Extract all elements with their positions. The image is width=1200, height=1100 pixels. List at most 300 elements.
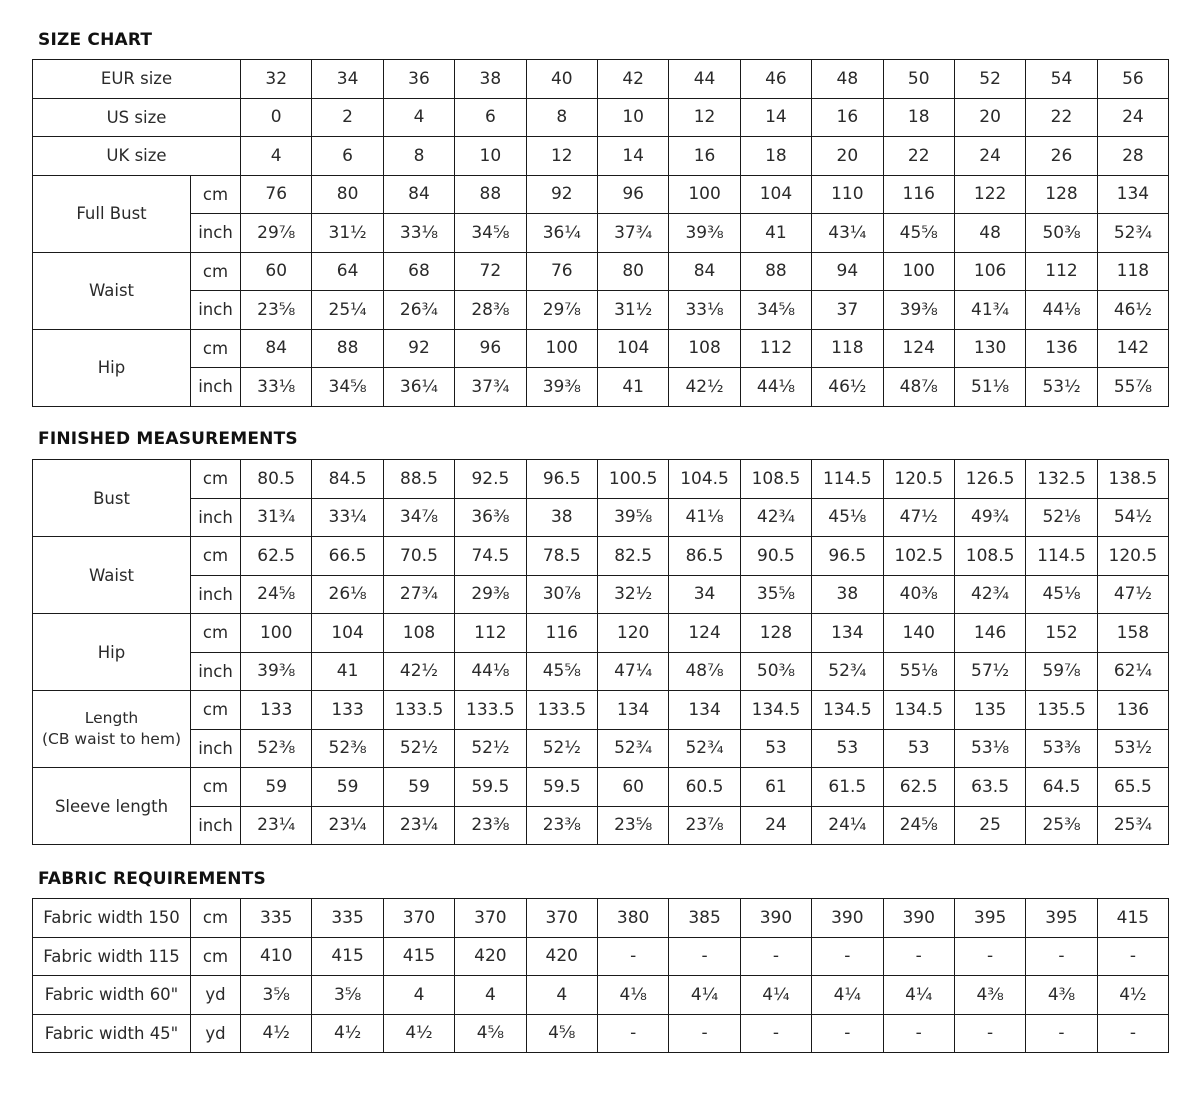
value-cell: 128 [740,614,811,653]
value-cell: - [1097,937,1168,976]
fabric-row [33,899,1169,938]
value-cell: 136 [1097,691,1168,730]
value-cell: 80 [597,252,668,291]
measurement-row [33,652,1169,691]
unit-cell: inch [191,806,241,845]
value-cell: 41 [312,652,383,691]
value-cell: 72 [455,252,526,291]
value-cell: 146 [954,614,1025,653]
value-cell: 47¼ [597,652,668,691]
value-cell: 108.5 [954,537,1025,576]
value-cell: 40 [526,60,597,99]
measurement-row [33,691,1169,730]
value-cell: 39⅜ [526,368,597,407]
value-cell: 335 [312,899,383,938]
value-cell: 134 [597,691,668,730]
value-cell: 42½ [383,652,454,691]
value-cell: 4 [526,976,597,1015]
value-cell: 60 [241,252,312,291]
measurement-row [33,768,1169,807]
value-cell: 142 [1097,329,1168,368]
value-cell: 88 [312,329,383,368]
value-cell: 53 [740,729,811,768]
row-label: Fabric width 60" [33,976,191,1015]
value-cell: 134.5 [740,691,811,730]
value-cell: 420 [455,937,526,976]
value-cell: 23⅞ [669,806,740,845]
value-cell: 22 [1026,98,1097,137]
value-cell: 41⅛ [669,498,740,537]
value-cell: 20 [954,98,1025,137]
row-label: US size [33,98,241,137]
value-cell: 64.5 [1026,768,1097,807]
unit-cell: cm [191,937,241,976]
value-cell: 60 [597,768,668,807]
row-label [33,252,191,329]
value-cell: 66.5 [312,537,383,576]
finished-measurements-title: FINISHED MEASUREMENTS [38,429,298,449]
value-cell: - [883,937,954,976]
row-label-text: Sleeve length [54,796,169,816]
value-cell: 28⅜ [455,291,526,330]
value-cell: 74.5 [455,537,526,576]
value-cell: 96 [455,329,526,368]
value-cell: 55⅞ [1097,368,1168,407]
value-cell: 44⅛ [455,652,526,691]
value-cell: 23⅝ [241,291,312,330]
value-cell: 100 [526,329,597,368]
value-cell: 37 [812,291,883,330]
value-cell: 24⅝ [241,575,312,614]
value-cell: 10 [455,137,526,176]
measurement-row [33,729,1169,768]
value-cell: 24 [1097,98,1168,137]
value-cell: 2 [312,98,383,137]
value-cell: 100 [669,175,740,214]
value-cell: 120.5 [1097,537,1168,576]
unit-cell: inch [191,368,241,407]
value-cell: 52⅛ [1026,498,1097,537]
value-cell: 88 [455,175,526,214]
value-cell: 4⅛ [597,976,668,1015]
value-cell: 10 [597,98,668,137]
value-cell: 108 [669,329,740,368]
value-cell: 110 [812,175,883,214]
value-cell: 61 [740,768,811,807]
value-cell: 6 [455,98,526,137]
value-cell: 114.5 [812,460,883,499]
value-cell: 335 [241,899,312,938]
value-cell: - [812,937,883,976]
value-cell: 31½ [312,214,383,253]
unit-cell: cm [191,175,241,214]
value-cell: 45⅝ [883,214,954,253]
value-cell: 410 [241,937,312,976]
value-cell: 8 [526,98,597,137]
measurement-row [33,291,1169,330]
value-cell: 4½ [312,1014,383,1053]
value-cell: 80.5 [241,460,312,499]
value-cell: 370 [526,899,597,938]
value-cell: 24⅝ [883,806,954,845]
value-cell: 42 [597,60,668,99]
value-cell: 420 [526,937,597,976]
unit-cell: cm [191,537,241,576]
value-cell: 62¼ [1097,652,1168,691]
value-cell: 20 [812,137,883,176]
value-cell: 53 [883,729,954,768]
value-cell: - [597,937,668,976]
value-cell: 100 [241,614,312,653]
value-cell: 62.5 [883,768,954,807]
value-cell: 37¾ [455,368,526,407]
value-cell: 40⅜ [883,575,954,614]
value-cell: 114.5 [1026,537,1097,576]
size-chart-title: SIZE CHART [38,30,153,50]
unit-cell: cm [191,768,241,807]
value-cell: 47½ [1097,575,1168,614]
value-cell: 395 [1026,899,1097,938]
unit-cell: inch [191,214,241,253]
value-cell: 370 [455,899,526,938]
row-label-text: Hip [97,642,126,662]
value-cell: 124 [883,329,954,368]
value-cell: 44⅛ [1026,291,1097,330]
row-label [33,691,191,768]
value-cell: 130 [954,329,1025,368]
value-cell: - [954,1014,1025,1053]
value-cell: 4½ [1097,976,1168,1015]
value-cell: 52½ [455,729,526,768]
value-cell: 104 [597,329,668,368]
value-cell: 27¾ [383,575,454,614]
measurement-row [33,806,1169,845]
value-cell: 128 [1026,175,1097,214]
value-cell: 135 [954,691,1025,730]
value-cell: 33⅛ [669,291,740,330]
value-cell: 18 [883,98,954,137]
unit-cell: yd [191,976,241,1015]
fabric-row [33,1014,1169,1053]
value-cell: 25¾ [1097,806,1168,845]
value-cell: 112 [740,329,811,368]
value-cell: 14 [597,137,668,176]
value-cell: 52¾ [669,729,740,768]
value-cell: 4 [241,137,312,176]
value-cell: 6 [312,137,383,176]
value-cell: 3⅝ [241,976,312,1015]
value-cell: 25⅜ [1026,806,1097,845]
value-cell: 44⅛ [740,368,811,407]
value-cell: 124 [669,614,740,653]
value-cell: 415 [312,937,383,976]
value-cell: 84 [383,175,454,214]
value-cell: - [1026,1014,1097,1053]
value-cell: - [740,937,811,976]
value-cell: 16 [669,137,740,176]
value-cell: 52½ [383,729,454,768]
value-cell: 136 [1026,329,1097,368]
unit-cell: inch [191,652,241,691]
value-cell: 395 [954,899,1025,938]
measurement-row [33,498,1169,537]
value-cell: 50⅜ [740,652,811,691]
value-cell: 53⅛ [954,729,1025,768]
value-cell: 46½ [812,368,883,407]
value-cell: - [954,937,1025,976]
value-cell: 385 [669,899,740,938]
value-cell: 133.5 [455,691,526,730]
value-cell: 86.5 [669,537,740,576]
unit-cell: inch [191,575,241,614]
value-cell: 57½ [954,652,1025,691]
value-cell: 37¾ [597,214,668,253]
value-cell: 88.5 [383,460,454,499]
value-cell: 134 [669,691,740,730]
value-cell: 41 [740,214,811,253]
value-cell: 24 [740,806,811,845]
value-cell: 104 [740,175,811,214]
value-cell: 62.5 [241,537,312,576]
value-cell: 59 [312,768,383,807]
value-cell: 133.5 [383,691,454,730]
value-cell: 53½ [1026,368,1097,407]
value-cell: - [669,937,740,976]
value-cell: 92 [383,329,454,368]
value-cell: 132.5 [1026,460,1097,499]
value-cell: 39⅝ [597,498,668,537]
value-cell: - [669,1014,740,1053]
row-label [33,614,191,691]
row-label: Fabric width 115 [33,937,191,976]
row-label-text: Length [84,709,139,727]
value-cell: 4¼ [740,976,811,1015]
value-cell: 4½ [383,1014,454,1053]
value-cell: 134 [812,614,883,653]
unit-cell: cm [191,460,241,499]
value-cell: 47½ [883,498,954,537]
value-cell: 39⅜ [883,291,954,330]
value-cell: 134.5 [812,691,883,730]
value-cell: 41 [597,368,668,407]
value-cell: 53 [812,729,883,768]
value-cell: 29⅜ [455,575,526,614]
unit-cell: yd [191,1014,241,1053]
value-cell: 38 [812,575,883,614]
value-cell: 42½ [669,368,740,407]
size-row [33,60,1169,99]
value-cell: 52¾ [812,652,883,691]
value-cell: 24¼ [812,806,883,845]
value-cell: 34⅝ [455,214,526,253]
value-cell: 133.5 [526,691,597,730]
value-cell: 53⅜ [1026,729,1097,768]
measurement-row [33,575,1169,614]
unit-cell: cm [191,614,241,653]
value-cell: 30⅞ [526,575,597,614]
value-cell: 39⅜ [669,214,740,253]
value-cell: 33¼ [312,498,383,537]
value-cell: 84.5 [312,460,383,499]
value-cell: 104.5 [669,460,740,499]
unit-cell: inch [191,729,241,768]
value-cell: 26⅛ [312,575,383,614]
row-label [33,537,191,614]
value-cell: 54 [1026,60,1097,99]
value-cell: 12 [669,98,740,137]
value-cell: 102.5 [883,537,954,576]
row-label-text: Full Bust [76,204,147,223]
measurement-row [33,214,1169,253]
value-cell: 92 [526,175,597,214]
value-cell: 96.5 [812,537,883,576]
value-cell: 28 [1097,137,1168,176]
value-cell: 84 [241,329,312,368]
value-cell: 65.5 [1097,768,1168,807]
value-cell: 36⅜ [455,498,526,537]
value-cell: 116 [526,614,597,653]
value-cell: 390 [740,899,811,938]
value-cell: 26¾ [383,291,454,330]
fabric-requirements-table [32,898,1169,1053]
value-cell: 43¼ [812,214,883,253]
unit-cell: inch [191,498,241,537]
value-cell: 118 [812,329,883,368]
value-cell: 14 [740,98,811,137]
value-cell: - [597,1014,668,1053]
value-cell: 64 [312,252,383,291]
measurement-row [33,537,1169,576]
value-cell: 100.5 [597,460,668,499]
fabric-row [33,976,1169,1015]
value-cell: 4 [455,976,526,1015]
value-cell: 25 [954,806,1025,845]
value-cell: 35⅝ [740,575,811,614]
value-cell: 133 [312,691,383,730]
value-cell: 44 [669,60,740,99]
value-cell: 415 [1097,899,1168,938]
measurement-row [33,460,1169,499]
value-cell: 59⅞ [1026,652,1097,691]
value-cell: 108 [383,614,454,653]
row-sublabel-text: (CB waist to hem) [42,730,181,748]
row-label: EUR size [33,60,241,99]
value-cell: 390 [883,899,954,938]
value-cell: 94 [812,252,883,291]
value-cell: 53½ [1097,729,1168,768]
value-cell: 38 [526,498,597,537]
value-cell: 4¼ [812,976,883,1015]
measurement-row [33,329,1169,368]
value-cell: 84 [669,252,740,291]
value-cell: 42¾ [740,498,811,537]
measurement-row [33,614,1169,653]
value-cell: 8 [383,137,454,176]
value-cell: - [812,1014,883,1053]
value-cell: 108.5 [740,460,811,499]
value-cell: 18 [740,137,811,176]
value-cell: 34 [312,60,383,99]
value-cell: 45⅝ [526,652,597,691]
value-cell: 34⅝ [740,291,811,330]
row-label [33,460,191,537]
value-cell: 60.5 [669,768,740,807]
value-cell: 4 [383,98,454,137]
value-cell: 134 [1097,175,1168,214]
row-label [33,329,191,406]
value-cell: 56 [1097,60,1168,99]
value-cell: 16 [812,98,883,137]
value-cell: 46½ [1097,291,1168,330]
value-cell: 39⅜ [241,652,312,691]
value-cell: 52⅜ [241,729,312,768]
value-cell: 54½ [1097,498,1168,537]
measurement-row [33,175,1169,214]
value-cell: 55⅛ [883,652,954,691]
value-cell: 52 [954,60,1025,99]
size-chart-table [32,59,1169,407]
value-cell: 23⅝ [597,806,668,845]
value-cell: 41¾ [954,291,1025,330]
value-cell: 31¾ [241,498,312,537]
row-label [33,175,191,252]
value-cell: 152 [1026,614,1097,653]
size-row [33,137,1169,176]
row-label: Fabric width 45" [33,1014,191,1053]
value-cell: 59 [383,768,454,807]
value-cell: 46 [740,60,811,99]
unit-cell: inch [191,291,241,330]
value-cell: 63.5 [954,768,1025,807]
value-cell: 50⅜ [1026,214,1097,253]
value-cell: 32 [241,60,312,99]
fabric-requirements-title: FABRIC REQUIREMENTS [38,869,266,889]
value-cell: 4⅝ [455,1014,526,1053]
value-cell: 112 [455,614,526,653]
row-label: Fabric width 150 [33,899,191,938]
fabric-row [33,937,1169,976]
row-label-text: Bust [93,488,130,508]
value-cell: 36 [383,60,454,99]
value-cell: 104 [312,614,383,653]
value-cell: 4¼ [883,976,954,1015]
value-cell: 59.5 [526,768,597,807]
value-cell: 51⅛ [954,368,1025,407]
value-cell: - [883,1014,954,1053]
value-cell: 26 [1026,137,1097,176]
value-cell: 80 [312,175,383,214]
value-cell: 370 [383,899,454,938]
value-cell: 122 [954,175,1025,214]
value-cell: 140 [883,614,954,653]
value-cell: 70.5 [383,537,454,576]
value-cell: 36¼ [526,214,597,253]
row-label-text: Hip [97,358,126,377]
value-cell: 116 [883,175,954,214]
value-cell: 133 [241,691,312,730]
value-cell: 24 [954,137,1025,176]
value-cell: - [740,1014,811,1053]
value-cell: 112 [1026,252,1097,291]
value-cell: 0 [241,98,312,137]
value-cell: 4½ [241,1014,312,1053]
value-cell: 4¼ [669,976,740,1015]
value-cell: 23¼ [312,806,383,845]
finished-measurements-table [32,459,1169,845]
value-cell: 61.5 [812,768,883,807]
value-cell: 29⅞ [241,214,312,253]
row-label-text: Waist [88,565,135,585]
